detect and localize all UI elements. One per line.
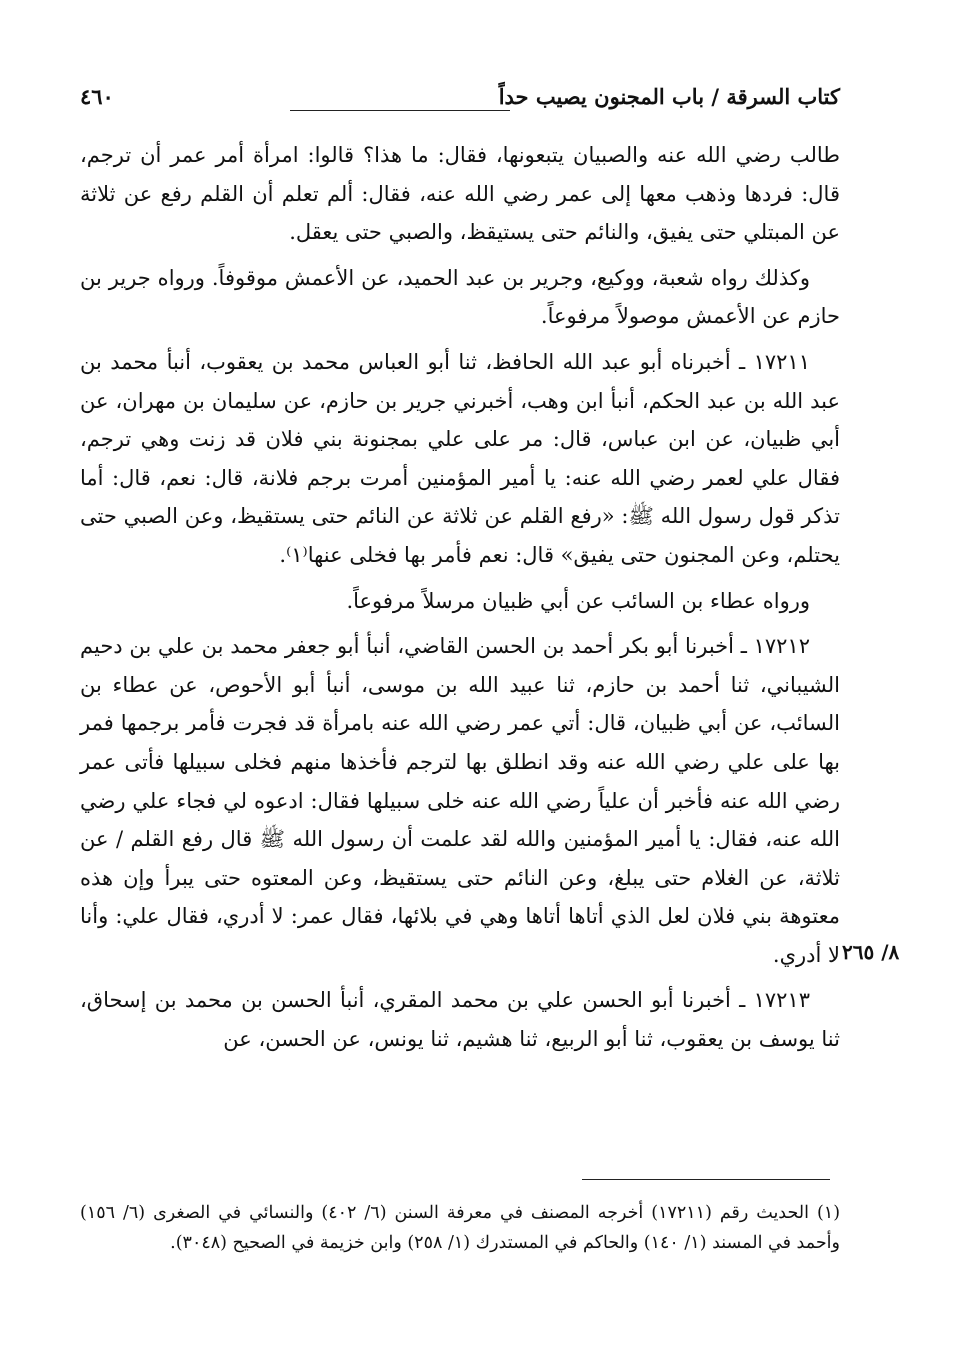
running-title: كتاب السرقة / باب المجنون يصيب حداً	[498, 84, 840, 109]
main-text	[80, 136, 840, 1066]
footnote-1: (١) الحديث رقم (١٧٢١١) أخرجه المصنف في معرفة السنن (٦/ ٤٠٢) والنسائي في الصغرى (٦/ ١٥٦) وأحمد في المسند (١/ ١٤٠) والحاكم في المستدرك (١/ ٢٥٨) وابن خزيمة في الصحيح (٣٠٤٨).	[80, 1203, 841, 1253]
paragraph-hadith-17213: ١٧٢١٣ ـ أخبرنا أبو الحسن علي بن محمد المقري، أنبأ الحسن بن محمد بن إسحاق، ثنا يوسف بن يعقوب، ثنا أبو الربيع، ثنا هشيم، ثنا يونس، عن الحسن، عن	[80, 988, 840, 1052]
margin-volume-page-ref: ٨/ ٢٦٥	[842, 940, 900, 964]
footnote-separator	[582, 1179, 830, 1180]
paragraph-continuation: طالب رضي الله عنه والصبيان يتبعونها، فقال: ما هذا؟ قالوا: امرأة أمر عمر أن ترجم، قال: فردها وذهب معها إلى عمر رضي الله عنه، فقال: ألم تعلم أن القلم رفع عن ثلاثة عن المبتلي حتى يفيق، والنائم حتى يستيقظ، والصبي حتى يعقل.	[80, 143, 840, 245]
paragraph-hadith-17211: ١٧٢١١ ـ أخبرناه أبو عبد الله الحافظ، ثنا أبو العباس محمد بن يعقوب، أنبأ محمد بن عبد الله بن عبد الحكم، أنبأ ابن وهب، أخبرني جرير بن حازم، عن سليمان بن مهران، عن أبي ظبيان، عن ابن عباس، قال: مر على علي بمجنونة بني فلان قد زنت وهي ترجم، فقال علي لعمر رضي الله عنه: يا أمير المؤمنين أمرت برجم فلانة، قال: نعم، قال: أما تذكر قول رسول الله ﷺ: «رفع القلم عن ثلاثة عن النائم حتى يستقيظ، وعن الصبي حتى يحتلم، وعن المجنون حتى يفيق» قال: نعم فأمر بها فخلى عنها⁽١⁾.	[80, 349, 840, 567]
paragraph-narration-note: وكذلك رواه شعبة، ووكيع، وجرير بن عبد الحميد، عن الأعمش موقوفاً. ورواه جرير بن حازم عن الأعمش موصولاً مرفوعاً.	[80, 265, 840, 329]
page-header	[80, 84, 840, 124]
footnotes	[80, 1198, 840, 1258]
header-rule	[290, 110, 510, 111]
paragraph-narration-note-2: ورواه عطاء بن السائب عن أبي ظبيان مرسلاً مرفوعاً.	[346, 588, 810, 613]
page-number: ٤٦٠	[80, 84, 114, 109]
paragraph-hadith-17212: ١٧٢١٢ ـ أخبرنا أبو بكر أحمد بن الحسن القاضي، أنبأ أبو جعفر محمد بن علي بن دحيم الشيباني، ثنا أحمد بن حازم، ثنا عبيد الله بن موسى، أنبأ أبو الأحوص، عن عطاء بن السائب، عن أبي ظبيان، قال: أتي عمر رضي الله عنه بامرأة قد فجرت فأمر برجمها فمر بها على علي رضي الله عنه وقد انطلق بها لترجم فأخذها منهم فخلى سبيلها فأتى عمر رضي الله عنه فأخبر أن علياً رضي الله عنه خلى سبيلها فقال: ادعوه لي فجاء علي رضي الله عنه، فقال: يا أمير المؤمنين والله لقد علمت أن رسول الله ﷺ قال رفع القلم / عن ثلاثة، عن الغلام حتى يبلغ، وعن النائم حتى يستقيظ، وعن المعتوه حتى يبرأ وإن هذه معتوهة بني فلان لعل الذي أتاها أتاها وهي في بلائها، فقال عمر: لا أدري، فقال علي: وأنا لا أدري.	[80, 634, 841, 967]
